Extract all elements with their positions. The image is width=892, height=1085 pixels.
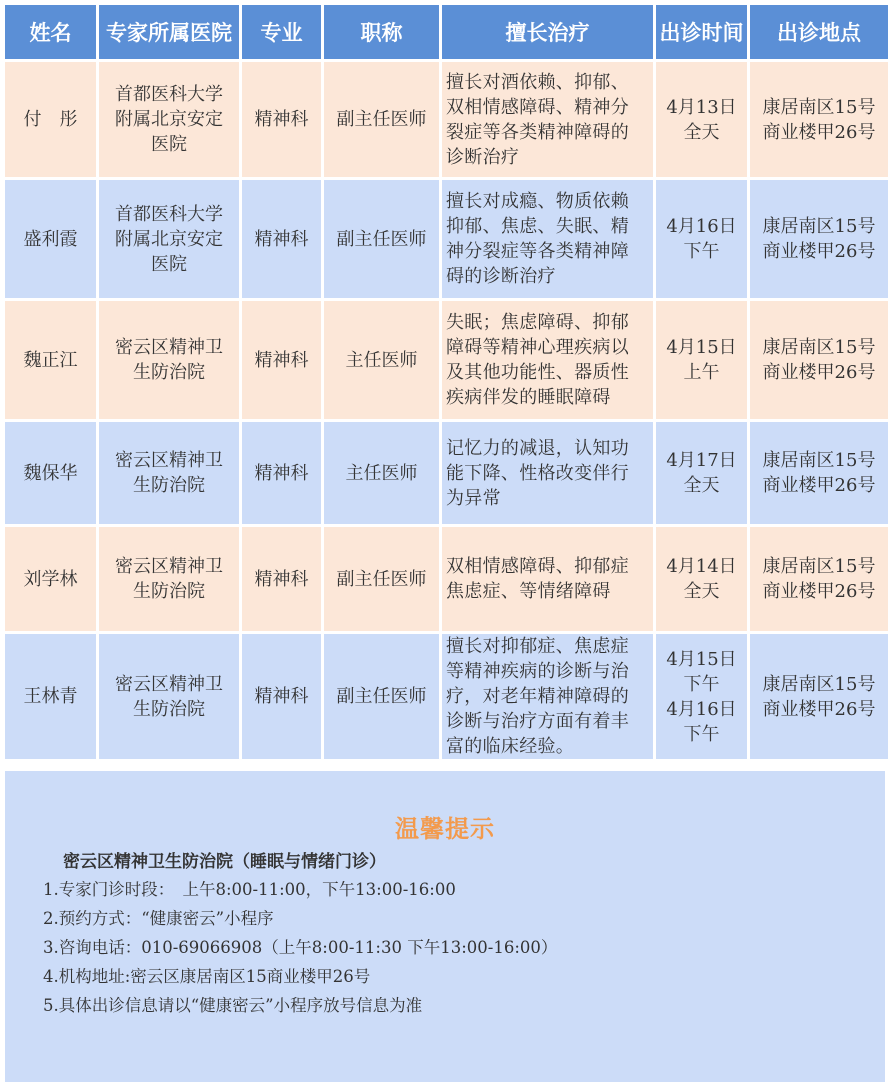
specialty-line: 诊断治疗 xyxy=(446,146,520,168)
doctor-name: 魏保华 xyxy=(5,422,96,524)
time-line: 下午 xyxy=(683,723,720,745)
title-cell: 主任医师 xyxy=(324,422,439,524)
specialty-line: 双相情感障碍、抑郁症 xyxy=(446,556,629,577)
time-line: 4月15日 xyxy=(666,337,737,358)
doctor-name: 盛利霞 xyxy=(5,180,96,298)
specialty-cell xyxy=(442,301,653,419)
place-line: 商业楼甲26号 xyxy=(762,241,876,262)
place-line: 商业楼甲26号 xyxy=(762,581,876,602)
specialty-line: 诊断与治疗方面有着丰 xyxy=(446,711,629,732)
specialty-line: 碍的诊断治疗 xyxy=(446,266,556,287)
major-cell: 精神科 xyxy=(242,527,321,631)
place-line: 商业楼甲26号 xyxy=(762,475,876,496)
time-cell xyxy=(656,634,747,759)
specialty-line: 双相情感障碍、精神分 xyxy=(446,96,629,118)
place-cell xyxy=(750,422,888,524)
tips-panel xyxy=(5,771,885,1082)
title-cell: 副主任医师 xyxy=(324,62,439,177)
doctor-name: 付 彤 xyxy=(5,62,96,177)
header-name: 姓名 xyxy=(5,5,96,59)
header-title: 职称 xyxy=(324,5,439,59)
header-place: 出诊地点 xyxy=(750,5,888,59)
hospital-cell xyxy=(99,422,239,524)
hospital-line: 附属北京安定 xyxy=(115,109,223,130)
specialty-line: 为异常 xyxy=(446,487,501,509)
time-line: 4月17日 xyxy=(666,450,737,471)
place-line: 商业楼甲26号 xyxy=(762,121,876,143)
time-line: 全天 xyxy=(683,121,720,143)
tips-item: 2.预约方式：“健康密云”小程序 xyxy=(43,909,274,928)
specialty-line: 抑郁、焦虑、失眠、精 xyxy=(446,216,629,237)
specialty-cell xyxy=(442,62,653,177)
time-cell xyxy=(656,301,747,419)
hospital-line: 密云区精神卫 xyxy=(115,673,223,695)
hospital-cell xyxy=(99,180,239,298)
place-line: 商业楼甲26号 xyxy=(762,362,876,383)
hospital-line: 医院 xyxy=(151,253,187,275)
table-row xyxy=(5,422,888,524)
major-cell: 精神科 xyxy=(242,634,321,759)
specialty-cell xyxy=(442,422,653,524)
place-line: 康居南区15号 xyxy=(762,216,876,237)
hospital-cell xyxy=(99,527,239,631)
place-cell xyxy=(750,301,888,419)
hospital-line: 医院 xyxy=(151,134,187,155)
place-cell xyxy=(750,527,888,631)
time-cell xyxy=(656,62,747,177)
table-row xyxy=(5,634,888,759)
hospital-line: 首都医科大学 xyxy=(115,84,223,105)
place-line: 康居南区15号 xyxy=(762,556,876,577)
time-line: 下午 xyxy=(683,241,720,262)
time-cell xyxy=(656,422,747,524)
hospital-line: 生防治院 xyxy=(133,581,205,602)
tips-title: 温馨提示 xyxy=(395,815,495,843)
specialty-line: 疗，对老年精神障碍的 xyxy=(446,686,629,707)
hospital-line: 密云区精神卫 xyxy=(115,337,223,358)
tips-item: 1.专家门诊时段： 上午8:00-11:00，下午13:00-16:00 xyxy=(43,880,456,899)
major-cell: 精神科 xyxy=(242,180,321,298)
header-row xyxy=(5,5,888,59)
tips-item: 3.咨询电话：010-69066908（上午8:00-11:30 下午13:00-16:00） xyxy=(43,938,558,957)
hospital-cell xyxy=(99,634,239,759)
doctor-name: 刘学林 xyxy=(5,527,96,631)
tips-item: 5.具体出诊信息请以“健康密云”小程序放号信息为准 xyxy=(43,996,423,1015)
time-line: 4月16日 xyxy=(666,698,737,720)
time-line: 下午 xyxy=(683,673,720,695)
major-cell: 精神科 xyxy=(242,422,321,524)
schedule-table xyxy=(2,2,891,762)
table-row xyxy=(5,62,888,177)
specialty-cell xyxy=(442,634,653,759)
header-hospital: 专家所属医院 xyxy=(99,5,239,59)
time-line: 全天 xyxy=(683,581,720,602)
place-cell xyxy=(750,62,888,177)
specialty-line: 等精神疾病的诊断与治 xyxy=(446,661,629,682)
title-cell: 副主任医师 xyxy=(324,634,439,759)
hospital-cell xyxy=(99,62,239,177)
title-cell: 副主任医师 xyxy=(324,180,439,298)
doctor-name: 王林青 xyxy=(5,634,96,759)
specialty-line: 裂症等各类精神障碍的 xyxy=(446,121,629,143)
title-cell: 主任医师 xyxy=(324,301,439,419)
hospital-line: 生防治院 xyxy=(133,362,205,383)
tips-item: 4.机构地址:密云区康居南区15商业楼甲26号 xyxy=(43,967,371,986)
specialty-cell xyxy=(442,527,653,631)
time-line: 全天 xyxy=(683,475,720,496)
specialty-line: 擅长对抑郁症、焦虑症 xyxy=(446,636,629,657)
place-line: 康居南区15号 xyxy=(762,673,876,695)
specialty-line: 擅长对成瘾、物质依赖 xyxy=(446,191,629,212)
specialty-line: 障碍等精神心理疾病以 xyxy=(446,337,629,358)
specialty-line: 富的临床经验。 xyxy=(446,736,575,757)
hospital-line: 首都医科大学 xyxy=(115,203,223,225)
time-line: 4月13日 xyxy=(666,96,737,118)
specialty-line: 擅长对酒依赖、抑郁、 xyxy=(446,71,629,93)
hospital-line: 生防治院 xyxy=(133,475,205,496)
time-cell xyxy=(656,180,747,298)
table-row xyxy=(5,301,888,419)
title-cell: 副主任医师 xyxy=(324,527,439,631)
time-line: 4月14日 xyxy=(666,556,737,577)
place-line: 康居南区15号 xyxy=(762,337,876,358)
hospital-line: 附属北京安定 xyxy=(115,228,223,250)
hospital-line: 密云区精神卫 xyxy=(115,450,223,471)
specialty-line: 疾病伴发的睡眠障碍 xyxy=(446,387,611,408)
place-line: 商业楼甲26号 xyxy=(762,698,876,720)
hospital-line: 密云区精神卫 xyxy=(115,556,223,577)
tips-list xyxy=(43,875,557,1020)
time-line: 4月15日 xyxy=(666,648,737,670)
specialty-line: 能下降、性格改变伴行 xyxy=(446,462,629,484)
time-line: 4月16日 xyxy=(666,216,737,237)
header-time: 出诊时间 xyxy=(656,5,747,59)
specialty-cell xyxy=(442,180,653,298)
table-row xyxy=(5,527,888,631)
time-cell xyxy=(656,527,747,631)
place-line: 康居南区15号 xyxy=(762,450,876,471)
header-specialty: 擅长治疗 xyxy=(442,5,653,59)
time-line: 上午 xyxy=(683,362,720,383)
specialty-line: 失眠；焦虑障碍、抑郁 xyxy=(446,312,629,333)
hospital-line: 生防治院 xyxy=(133,698,205,720)
place-line: 康居南区15号 xyxy=(762,96,876,118)
specialty-line: 记忆力的减退，认知功 xyxy=(446,437,629,459)
place-cell xyxy=(750,634,888,759)
header-major: 专业 xyxy=(242,5,321,59)
hospital-cell xyxy=(99,301,239,419)
specialty-line: 神分裂症等各类精神障 xyxy=(446,241,629,262)
table-row xyxy=(5,180,888,298)
specialty-line: 及其他功能性、器质性 xyxy=(446,362,629,383)
tips-subtitle: 密云区精神卫生防治院（睡眠与情绪门诊） xyxy=(63,852,386,872)
major-cell: 精神科 xyxy=(242,301,321,419)
major-cell: 精神科 xyxy=(242,62,321,177)
place-cell xyxy=(750,180,888,298)
specialty-line: 焦虑症、等情绪障碍 xyxy=(446,581,611,602)
doctor-name: 魏正江 xyxy=(5,301,96,419)
